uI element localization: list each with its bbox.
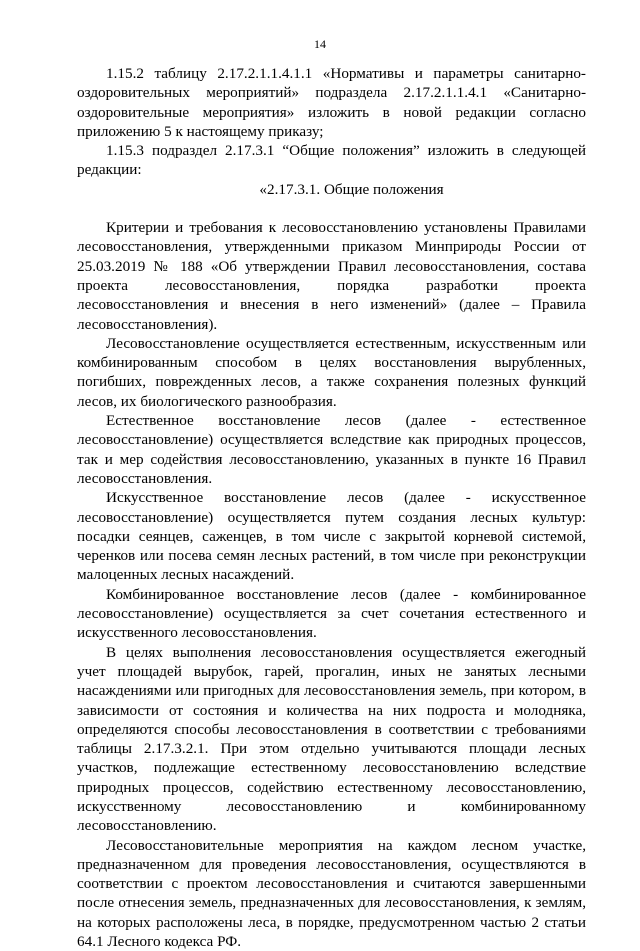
section-paragraph-3: Естественное восстановление лесов (далее - естественное лесовосстановление) осуществляется вследствие как природных процессов, так и мер содействия лесовосстановлению, указанных в пункте 16 Правил лесовосстановления. bbox=[77, 412, 586, 487]
document-body bbox=[77, 64, 586, 951]
intro-paragraph-1: 1.15.2 таблицу 2.17.2.1.1.4.1.1 «Нормативы и параметры санитарно-оздоровительных мероприятий» подраздела 2.17.2.1.1.4.1 «Санитарно-оздоровительные мероприятия» изложить в новой редакции согласно приложению 5 к настоящему приказу; bbox=[77, 65, 586, 140]
spacer bbox=[77, 199, 586, 218]
section-paragraph-2: Лесовосстановление осуществляется естественным, искусственным или комбинированным способом в целях восстановления вырубленных, погибших, поврежденных лесов, а также сохранения полезных функций лесов, их биологического разнообразия. bbox=[77, 334, 586, 410]
section-paragraph-5: Комбинированное восстановление лесов (далее - комбинированное лесовосстановление) осуществляется за счет сочетания естественного и искусственного лесовосстановления. bbox=[77, 585, 586, 642]
intro-paragraph-2: 1.15.3 подраздел 2.17.3.1 “Общие положения” изложить в следующей редакции: bbox=[77, 142, 586, 179]
page-number: 14 bbox=[314, 37, 326, 51]
section-paragraph-4: Искусственное восстановление лесов (далее - искусственное лесовосстановление) осуществляется путем создания лесных культур: посадки сеянцев, саженцев, в том числе с закрытой корневой системой, черенков или посева семян лесных растений, в том числе при реконструкции малоценных лесных насаждений. bbox=[77, 489, 586, 584]
section-paragraph-6: В целях выполнения лесовосстановления осуществляется ежегодный учет площадей вырубок, гарей, прогалин, иных не занятых лесными насаждениями или пригодных для лесовосстановления земель, при котором, в зависимости от состояния и количества на них подроста и молодняка, определяются способы лесовосстановления в соответствии с требованиями таблицы 2.17.3.2.1. При этом отдельно учитываются площади лесных участков, подлежащие естественному лесовосстановлению вследствие природных процессов, содействию естественному лесовосстановлению, искусственному лесовосстановлению и комбинированному лесовосстановлению. bbox=[77, 643, 586, 835]
section-paragraph-7: Лесовосстановительные мероприятия на каждом лесном участке, предназначенном для проведения лесовосстановления, осуществляются в соответствии с проектом лесовосстановления и считаются завершенными после отнесения земель, предназначенных для лесовосстановления, к землям, на которых расположены леса, в порядке, предусмотренном частью 2 статьи 64.1 Лесного кодекса РФ. bbox=[77, 836, 586, 951]
section-paragraph-1: Критерии и требования к лесовосстановлению установлены Правилами лесовосстановления, утвержденными приказом Минприроды России от 25.03.2019 № 188 «Об утверждении Правил лесовосстановления, состава проекта лесовосстановления, порядка разработки проекта лесовосстановления и внесения в него изменений» (далее – Правила лесовосстановления). bbox=[77, 219, 586, 333]
section-heading: «2.17.3.1. Общие положения bbox=[259, 180, 444, 198]
